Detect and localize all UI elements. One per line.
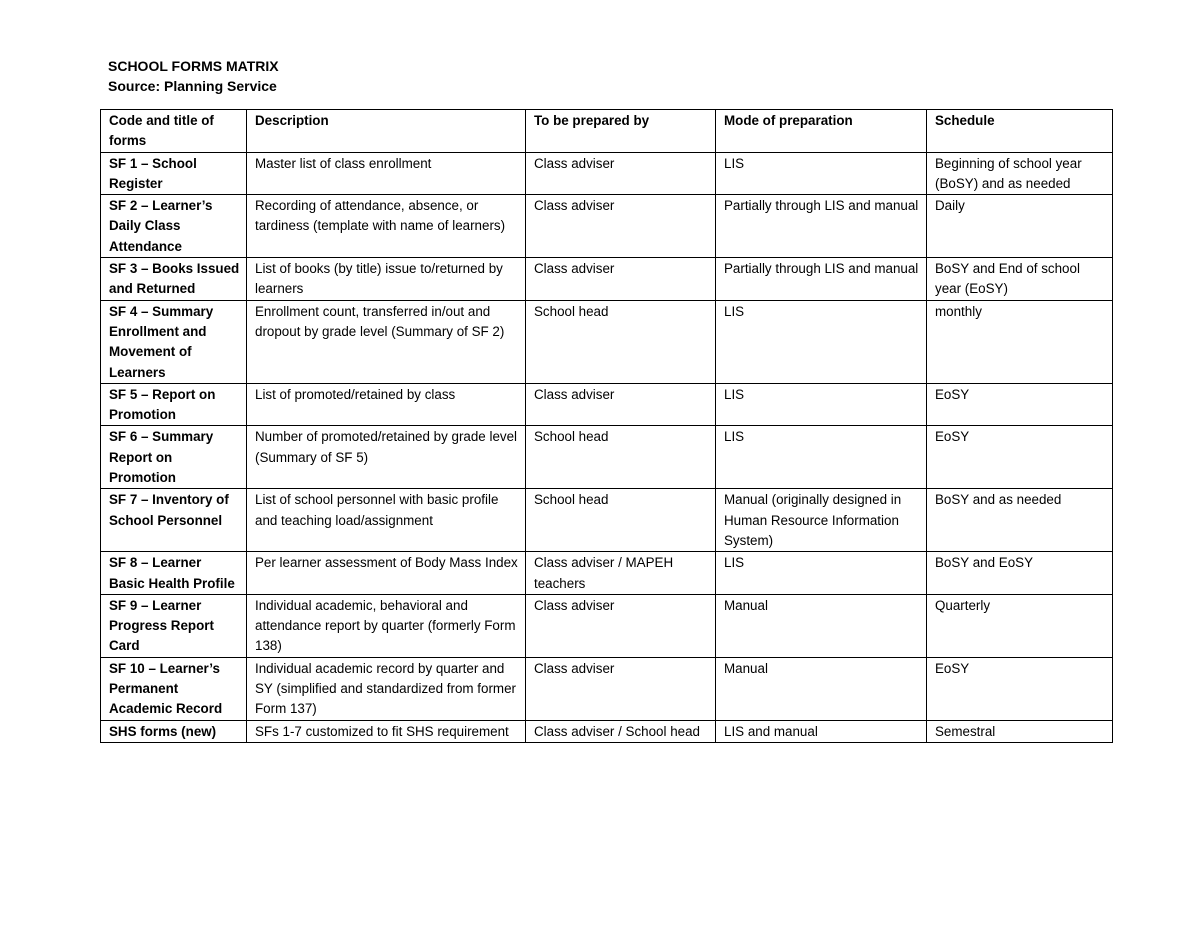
table-row — [101, 152, 1113, 195]
cell-prepared-by: Class adviser / School head — [526, 720, 716, 742]
cell-schedule: BoSY and as needed — [927, 489, 1113, 552]
cell-mode: LIS — [716, 383, 927, 426]
header-schedule: Schedule — [927, 110, 1113, 153]
cell-description: Enrollment count, transferred in/out and dropout by grade level (Summary of SF 2) — [247, 300, 526, 383]
cell-prepared-by: Class adviser — [526, 258, 716, 301]
table-row — [101, 258, 1113, 301]
cell-code-title: SF 6 – Summary Report on Promotion — [101, 426, 247, 489]
cell-code-title: SF 9 – Learner Progress Report Card — [101, 594, 247, 657]
cell-mode: LIS — [716, 300, 927, 383]
document-title: SCHOOL FORMS MATRIX — [108, 58, 279, 74]
cell-prepared-by: Class adviser — [526, 594, 716, 657]
cell-mode: Manual — [716, 657, 927, 720]
cell-prepared-by: School head — [526, 426, 716, 489]
cell-prepared-by: School head — [526, 489, 716, 552]
cell-description: Per learner assessment of Body Mass Index — [247, 552, 526, 595]
cell-prepared-by: Class adviser — [526, 657, 716, 720]
cell-schedule: Daily — [927, 195, 1113, 258]
cell-schedule: BoSY and End of school year (EoSY) — [927, 258, 1113, 301]
cell-description: List of promoted/retained by class — [247, 383, 526, 426]
cell-code-title: SF 5 – Report on Promotion — [101, 383, 247, 426]
table-row — [101, 300, 1113, 383]
cell-prepared-by: Class adviser — [526, 383, 716, 426]
cell-description: Recording of attendance, absence, or tardiness (template with name of learners) — [247, 195, 526, 258]
table-row — [101, 594, 1113, 657]
header-prepared-by: To be prepared by — [526, 110, 716, 153]
table-row — [101, 657, 1113, 720]
cell-description: Number of promoted/retained by grade level (Summary of SF 5) — [247, 426, 526, 489]
cell-description: Individual academic, behavioral and attendance report by quarter (formerly Form 138) — [247, 594, 526, 657]
cell-mode: Manual — [716, 594, 927, 657]
cell-mode: LIS — [716, 152, 927, 195]
cell-schedule: monthly — [927, 300, 1113, 383]
cell-description: Individual academic record by quarter and SY (simplified and standardized from former Form 137) — [247, 657, 526, 720]
cell-prepared-by: Class adviser / MAPEH teachers — [526, 552, 716, 595]
cell-code-title: SF 4 – Summary Enrollment and Movement of Learners — [101, 300, 247, 383]
document-source: Source: Planning Service — [108, 78, 277, 94]
header-description: Description — [247, 110, 526, 153]
cell-schedule: EoSY — [927, 426, 1113, 489]
document-header — [108, 56, 279, 96]
table-row — [101, 720, 1113, 742]
cell-code-title: SF 1 – School Register — [101, 152, 247, 195]
table-row — [101, 426, 1113, 489]
cell-code-title: SF 8 – Learner Basic Health Profile — [101, 552, 247, 595]
cell-description: SFs 1-7 customized to fit SHS requirement — [247, 720, 526, 742]
cell-code-title: SHS forms (new) — [101, 720, 247, 742]
cell-mode: LIS and manual — [716, 720, 927, 742]
cell-code-title: SF 3 – Books Issued and Returned — [101, 258, 247, 301]
cell-mode: LIS — [716, 552, 927, 595]
cell-mode: Partially through LIS and manual — [716, 195, 927, 258]
cell-mode: LIS — [716, 426, 927, 489]
cell-schedule: EoSY — [927, 383, 1113, 426]
cell-schedule: BoSY and EoSY — [927, 552, 1113, 595]
header-code-title: Code and title of forms — [101, 110, 247, 153]
table-header-row — [101, 110, 1113, 153]
cell-code-title: SF 10 – Learner’s Permanent Academic Record — [101, 657, 247, 720]
cell-description: List of school personnel with basic profile and teaching load/assignment — [247, 489, 526, 552]
table-body — [101, 152, 1113, 742]
cell-schedule: EoSY — [927, 657, 1113, 720]
cell-prepared-by: School head — [526, 300, 716, 383]
cell-prepared-by: Class adviser — [526, 195, 716, 258]
cell-code-title: SF 2 – Learner’s Daily Class Attendance — [101, 195, 247, 258]
cell-prepared-by: Class adviser — [526, 152, 716, 195]
cell-description: Master list of class enrollment — [247, 152, 526, 195]
cell-description: List of books (by title) issue to/returned by learners — [247, 258, 526, 301]
cell-mode: Manual (originally designed in Human Resource Information System) — [716, 489, 927, 552]
table-row — [101, 383, 1113, 426]
table-row — [101, 489, 1113, 552]
table-row — [101, 552, 1113, 595]
cell-code-title: SF 7 – Inventory of School Personnel — [101, 489, 247, 552]
cell-schedule: Quarterly — [927, 594, 1113, 657]
cell-mode: Partially through LIS and manual — [716, 258, 927, 301]
cell-schedule: Semestral — [927, 720, 1113, 742]
school-forms-table — [100, 109, 1113, 743]
cell-schedule: Beginning of school year (BoSY) and as needed — [927, 152, 1113, 195]
header-mode: Mode of preparation — [716, 110, 927, 153]
table-row — [101, 195, 1113, 258]
